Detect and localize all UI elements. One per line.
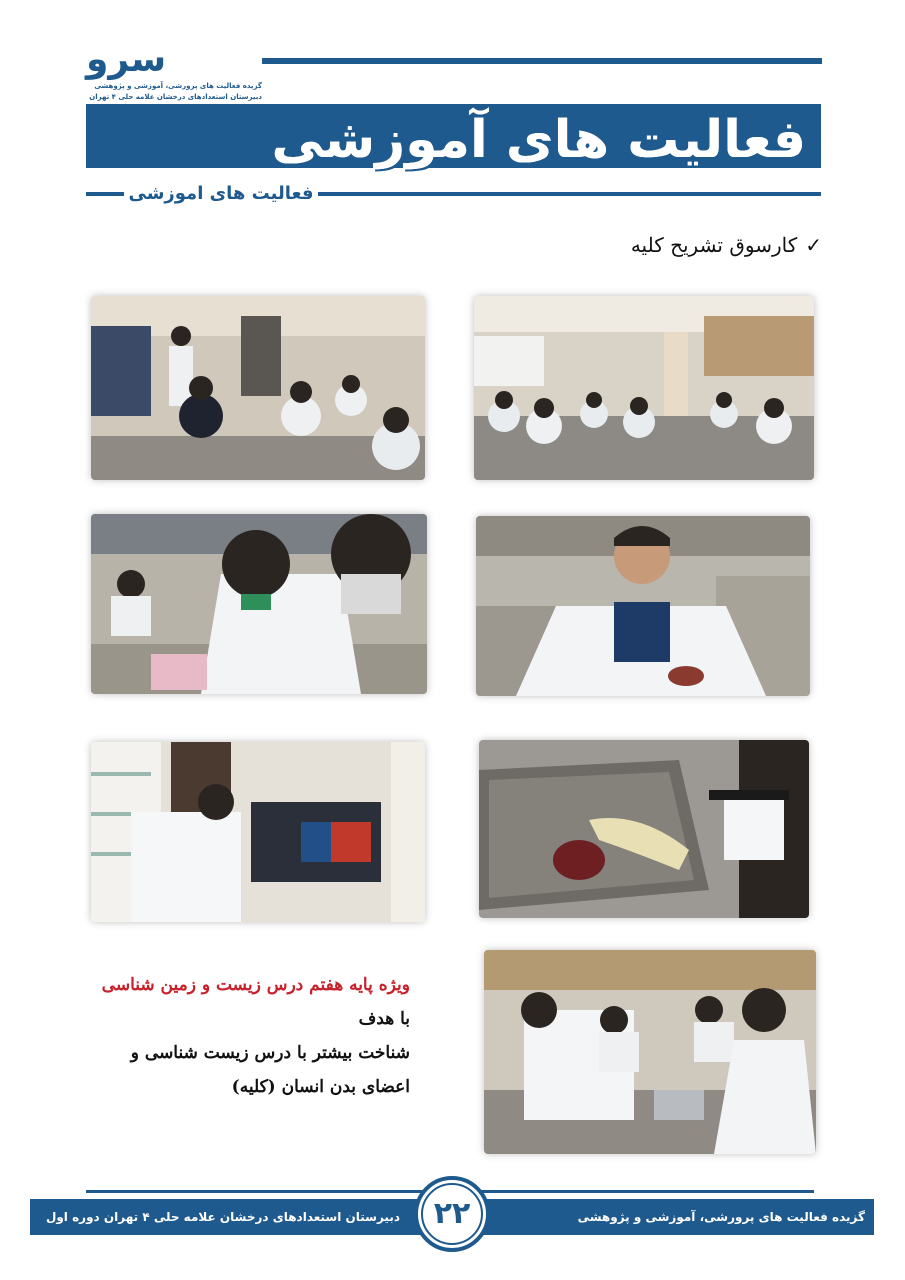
photo-lab-group <box>484 950 816 1154</box>
logo-wordmark: سرو <box>86 39 167 80</box>
logo-school-name: دبیرستان استعدادهای درخشان علامه حلی ۴ تهران <box>89 93 262 101</box>
footer-school-name: دبیرستان استعدادهای درخشان علامه حلی ۴ تهران دوره اول <box>45 1210 400 1224</box>
page-title: فعالیت های آموزشی <box>271 110 806 170</box>
caption <box>90 968 410 1104</box>
caption-goal-label: با هدف <box>358 1009 410 1029</box>
section-heading-text: کارسوق تشریح کلیه <box>630 233 798 257</box>
page-subtitle: فعالیت های اموزشی <box>128 183 314 204</box>
footer-publication-name: گزیده فعالیت های پرورشی، آموزشی و پژوهشی <box>577 1210 865 1224</box>
caption-grade-line: ویژه پایه هفتم درس زیست و زمین شناسی <box>101 975 410 995</box>
photo-lab-overview-left <box>91 296 425 480</box>
photo-students-dissecting <box>91 514 427 694</box>
photo-student-holding-specimen <box>91 742 425 922</box>
logo-tagline: گزیده فعالیت های پرورشی، آموزشی و پژوهشی <box>94 82 262 90</box>
subtitle-divider-left <box>86 192 124 196</box>
caption-goal-line2: اعضای بدن انسان (کلیه) <box>231 1077 410 1097</box>
photo-kidney-tray <box>479 740 809 918</box>
page-number: ۲۲ <box>421 1183 483 1245</box>
check-icon: ✓ <box>805 233 822 257</box>
photo-student-portrait <box>476 516 810 696</box>
section-heading <box>560 230 822 260</box>
subtitle-divider-right <box>318 192 821 196</box>
header-top-line <box>262 58 822 64</box>
caption-goal-line1: شناخت بیشتر با درس زیست شناسی و <box>130 1043 410 1063</box>
photo-lab-overview-right <box>474 296 814 480</box>
